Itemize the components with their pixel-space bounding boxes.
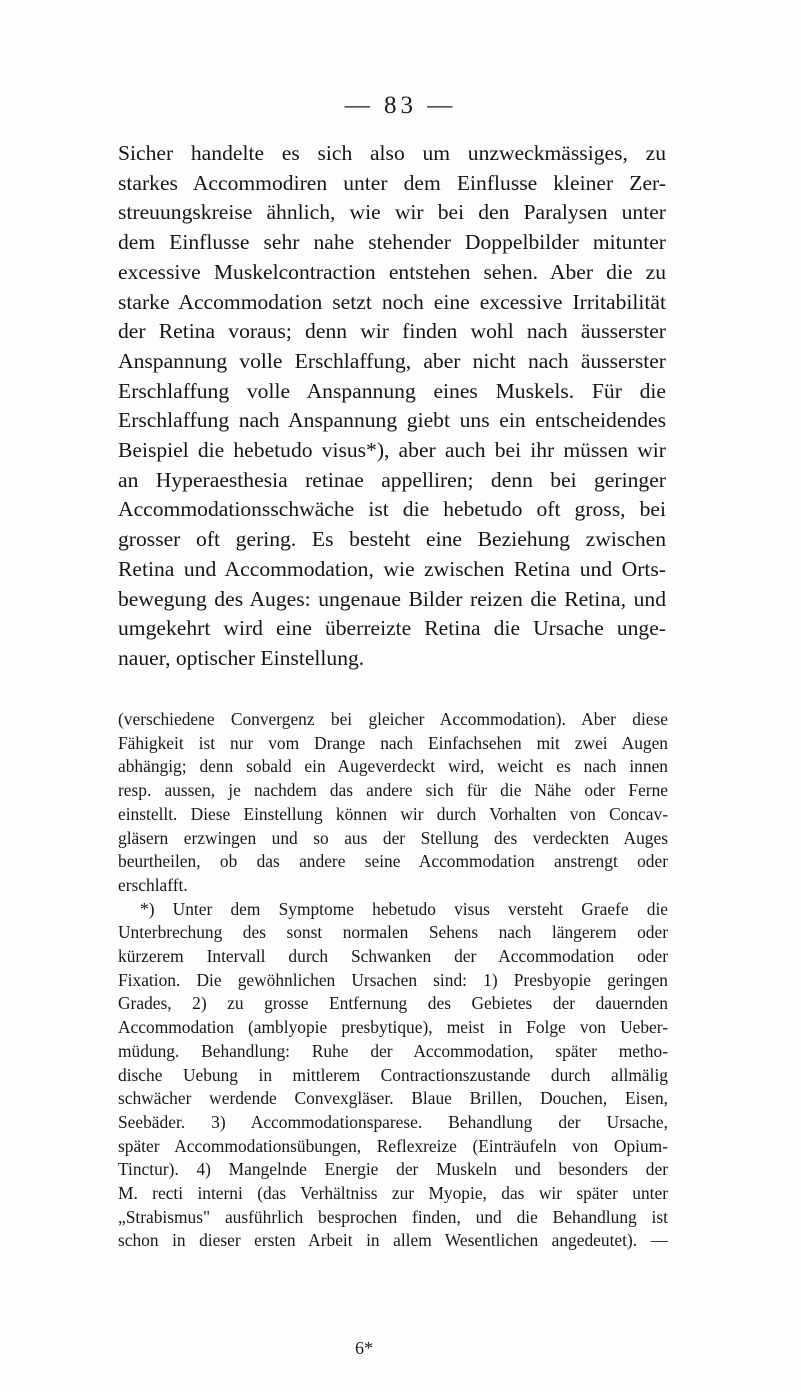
signature-mark: 6* — [355, 1338, 373, 1358]
footnote-line: dische Uebung in mittlerem Contractionszustande durch allmälig — [118, 1064, 668, 1085]
main-paragraph — [118, 139, 666, 674]
footnote-line: beurtheilen, ob das andere seine Accommodation anstrengt oder — [118, 851, 668, 872]
footnote-line: schon in dieser ersten Arbeit in allem Wesentlichen angedeutet). — — [118, 1230, 668, 1251]
main-text-line: Beispiel die hebetudo visus*), aber auch bei ihr müssen wir — [118, 438, 666, 463]
main-text-line: dem Einflusse sehr nahe stehender Doppelbilder mitunter — [118, 230, 666, 255]
footnote-line: resp. aussen, je nachdem das andere sich für die Nähe oder Ferne — [118, 780, 668, 801]
footnote-line: später Accommodationsübungen, Reflexreize (Einträufeln von Opium- — [118, 1135, 668, 1156]
main-text-line: starke Accommodation setzt noch eine excessive Irritabilität — [118, 289, 666, 314]
main-text-line: streuungskreise ähnlich, wie wir bei den Paralysen unter — [118, 200, 666, 225]
footnote-line: müdung. Behandlung: Ruhe der Accommodation, später metho- — [118, 1040, 668, 1061]
main-text-line: Sicher handelte es sich also um unzweckmässiges, zu — [118, 141, 666, 165]
footnote-line: *) Unter dem Symptome hebetudo visus versteht Graefe die — [140, 898, 668, 919]
main-text-line: Erschlaffung volle Anspannung eines Muskels. Für die — [118, 378, 666, 403]
footnote-line: einstellt. Diese Einstellung können wir durch Vorhalten von Concav- — [118, 803, 668, 824]
footnote-line: Fixation. Die gewöhnlichen Ursachen sind: 1) Presbyopie geringen — [118, 969, 668, 990]
main-text-line: umgekehrt wird eine überreizte Retina die Ursache unge- — [118, 616, 666, 641]
footnote-line: „Strabismus" ausführlich besprochen finden, und die Behandlung ist — [118, 1206, 668, 1227]
main-text-line: bewegung des Auges: ungenaue Bilder reizen die Retina, und — [118, 586, 666, 611]
footnotes — [118, 708, 668, 1253]
main-text-line: starkes Accommodiren unter dem Einflusse kleiner Zer- — [118, 170, 666, 195]
footnote-line: M. recti interni (das Verhältniss zur Myopie, das wir später unter — [118, 1183, 668, 1204]
main-text-line: Accommodationsschwäche ist die hebetudo oft gross, bei — [118, 497, 666, 522]
main-text-line: Erschlaffung nach Anspannung giebt uns ein entscheidendes — [118, 408, 666, 433]
main-text-line: nauer, optischer Einstellung. — [118, 645, 365, 670]
main-text-line: grosser oft gering. Es besteht eine Beziehung zwischen — [118, 527, 666, 552]
main-text-line: Anspannung volle Erschlaffung, aber nicht nach äusserster — [118, 348, 666, 373]
main-text-line: excessive Muskelcontraction entstehen sehen. Aber die zu — [118, 259, 666, 284]
page-number: — 83 — — [344, 92, 457, 119]
footnote-line: (verschiedene Convergenz bei gleicher Accommodation). Aber diese — [118, 709, 668, 729]
footnote-line: Seebäder. 3) Accommodationsparese. Behandlung der Ursache, — [118, 1111, 668, 1132]
footnote-line: gläsern erzwingen und so aus der Stellung des verdeckten Auges — [118, 827, 668, 848]
footnote-line: Grades, 2) zu grosse Entfernung des Gebietes der dauernden — [118, 993, 668, 1014]
footnote-line: Unterbrechung des sonst normalen Sehens nach längerem oder — [118, 922, 668, 943]
footnote-line: schwächer werdende Convexgläser. Blaue Brillen, Douchen, Eisen, — [118, 1088, 668, 1109]
footnote-line: Tinctur). 4) Mangelnde Energie der Muskeln und besonders der — [118, 1159, 668, 1180]
footnote-line: erschlafft. — [118, 874, 188, 895]
footnote-line: abhängig; denn sobald ein Augeverdeckt wird, weicht es nach innen — [118, 756, 668, 777]
main-text-line: der Retina voraus; denn wir finden wohl nach äusserster — [118, 319, 666, 344]
footnote-line: Accommodation (amblyopie presbytique), meist in Folge von Ueber- — [118, 1017, 668, 1038]
footnote-line: Fähigkeit ist nur vom Drange nach Einfachsehen mit zwei Augen — [118, 732, 668, 753]
main-text-line: an Hyperaesthesia retinae appelliren; denn bei geringer — [118, 467, 666, 492]
footnote-line: kürzerem Intervall durch Schwanken der Accommodation oder — [118, 946, 668, 967]
main-text-line: Retina und Accommodation, wie zwischen Retina und Orts- — [118, 556, 666, 581]
